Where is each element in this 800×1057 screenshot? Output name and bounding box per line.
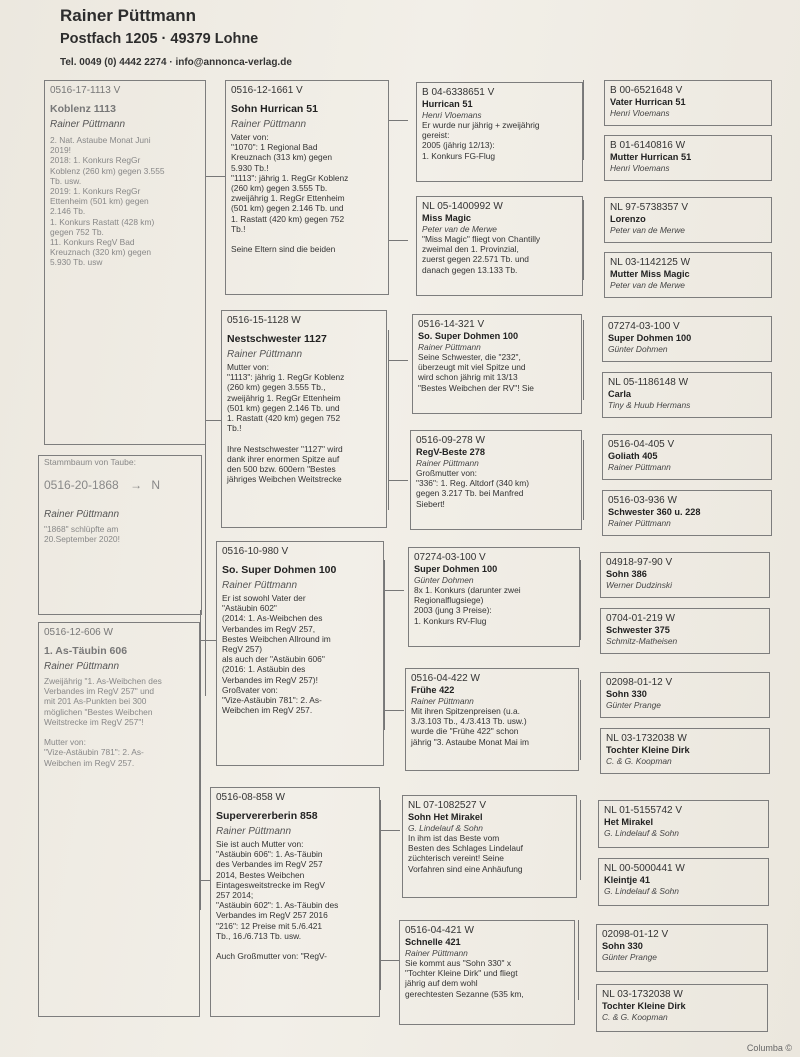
owner-name: G. Lindelauf & Sohn [408,823,483,833]
owner-name: Werner Dudzinski [606,580,672,590]
pigeon-name: Schwester 360 u. 228 [608,507,701,517]
ring-number: 07274-03-100 V [608,321,680,332]
great-grandparent-card[interactable] [410,430,582,530]
pigeon-name: Vater Hurrican 51 [610,97,686,107]
ring-number: B 01-6140816 W [610,140,686,151]
ring-number: 0516-15-1128 W [227,315,301,326]
owner-name: Peter van de Merwe [610,280,685,290]
ring-number: 0516-04-422 W [411,673,480,684]
owner-name: Rainer Püttmann [44,661,120,672]
pigeon-name: Goliath 405 [608,451,658,461]
great-grandparent-card[interactable] [416,196,583,296]
pigeon-name: Tochter Kleine Dirk [606,745,690,755]
subject-ring-row [44,477,196,493]
ring-number: 0516-08-858 W [216,792,285,803]
ring-number: 0516-09-278 W [416,435,485,446]
ancestor-card[interactable] [602,316,772,362]
pigeon-name: Carla [608,389,631,399]
connector-line [388,120,408,121]
pigeon-name: Frühe 422 [411,685,455,695]
grandsire-maternal-card[interactable] [216,541,384,766]
pigeon-name: Super Dohmen 100 [414,564,498,574]
ring-number: B 00-6521648 V [610,85,683,96]
owner-name: Henri Vloemans [610,163,670,173]
pigeon-name: So. Super Dohmen 100 [418,331,519,341]
connector-line [583,200,584,280]
granddam-maternal-card[interactable] [210,787,380,1017]
connector-line [580,680,581,760]
ring-number: NL 00-5000441 W [604,863,685,874]
ring-number: NL 03-1732038 W [606,733,687,744]
owner-name: C. & G. Koopman [602,1012,668,1022]
great-grandparent-card[interactable] [399,920,575,1025]
owner-name: C. & G. Koopman [606,756,672,766]
pigeon-description: Vater von: "1070": 1 Regional Bad Kreuznach (313 km) gegen 5.930 Tb.! "1113": jährig 1. RegGr Koblenz (260 km) gegen 3.555 Tb. zweijährig 1. RegGr Ettenheim (501 km) gegen 2.146 Tb. und 1. Rastatt (420 km) gegen 752 Tb.! Seine Eltern sind die beiden [231,132,349,255]
pigeon-name: Sohn Hurrican 51 [231,103,318,115]
dam-card[interactable] [38,622,200,1017]
connector-line [205,420,221,421]
owner-name: Rainer Püttmann [227,349,303,360]
ring-number: NL 07-1082527 V [408,800,487,811]
ancestor-card[interactable] [604,252,772,298]
ring-number: NL 97-5738357 V [610,202,689,213]
owner-name: Peter van de Merwe [610,225,685,235]
ring-number: NL 03-1142125 W [610,257,691,268]
connector-line [384,560,385,730]
pigeon-name: So. Super Dohmen 100 [222,564,337,576]
ring-number: 02098-01-12 V [602,929,669,940]
owner-name: Günter Prange [602,952,657,962]
owner-name: Günter Dohmen [608,344,668,354]
pigeon-name: Sohn Het Mirakel [408,812,483,822]
ring-number: 0516-20-1868 [44,478,119,493]
pigeon-name: Miss Magic [422,213,472,223]
connector-line [380,960,400,961]
pigeon-name: Schwester 375 [606,625,670,635]
pigeon-description: In ihm ist das Beste vom Besten des Schlages Lindelauf züchterisch vereint! Seine Vorfahren sind eine Anhäufung [408,833,524,874]
connector-line [380,830,400,831]
sex-mark: N [151,478,161,493]
owner-name: G. Lindelauf & Sohn [604,886,679,896]
owner-name: Henri Vloemans [422,110,482,120]
owner-name: Tiny & Huub Hermans [608,400,691,410]
connector-line [388,360,408,361]
breeder-address: Postfach 1205 · 49379 Lohne [60,31,259,47]
pigeon-name: 1. As-Täubin 606 [44,645,128,657]
connector-line [200,880,210,881]
grandsire-paternal-card[interactable] [225,80,389,295]
great-grandparent-card[interactable] [412,314,582,414]
pigeon-name: Sohn 386 [606,569,647,579]
connector-line [580,800,581,880]
great-grandparent-card[interactable] [416,82,583,182]
owner-name: Rainer Püttmann [44,509,120,521]
ancestor-card[interactable] [596,984,768,1032]
owner-name: Schmitz-Matheisen [606,636,678,646]
pigeon-description: Zweijährig "1. As-Weibchen des Verbandes im RegV 257" und mit 201 As-Punkten bei 300 möglichen "Bestes Weibchen Weitstrecke im RegV 257"! Mutter von: "Vize-Astäubin 781": 2. As- Weibchen im RegV 257. [44,676,162,768]
owner-name: Günter Dohmen [414,575,474,585]
pigeon-name: Kleintje 41 [604,875,650,885]
ring-number: 02098-01-12 V [606,677,673,688]
connector-line [578,920,579,1000]
owner-name: Rainer Püttmann [50,119,126,130]
ancestor-card[interactable] [600,672,770,718]
owner-name: Peter van de Merwe [422,224,497,234]
great-grandparent-card[interactable] [405,668,579,771]
pigeon-name: Supervererberin 858 [216,810,318,822]
pigeon-name: Super Dohmen 100 [608,333,692,343]
owner-name: Rainer Püttmann [231,119,307,130]
connector-line [200,610,201,910]
connector-line [200,640,216,641]
ring-number: NL 01-5155742 V [604,805,683,816]
pigeon-name: Sohn 330 [606,689,647,699]
ring-number: 0516-14-321 V [418,319,485,330]
ring-number: 0516-10-980 V [222,546,289,557]
subject-label: Stammbaum von Taube: [44,457,136,467]
pigeon-name: Mutter Hurrican 51 [610,152,692,162]
ancestor-card[interactable] [598,800,769,848]
ring-number: 0516-12-606 W [44,627,113,638]
connector-line [580,560,581,640]
ancestor-card[interactable] [602,372,772,418]
ring-number: NL 05-1400992 W [422,201,503,212]
ancestor-card[interactable] [604,135,772,181]
pigeon-name: Mutter Miss Magic [610,269,690,279]
owner-name: Rainer Püttmann [222,580,298,591]
pigeon-name: Hurrican 51 [422,99,473,109]
breeder-name: Rainer Püttmann [60,6,197,25]
pigeon-name: RegV-Beste 278 [416,447,485,457]
pigeon-description: Mutter von: "1113": jährig 1. RegGr Koblenz (260 km) gegen 3.555 Tb., zweijährig 1. RegGr Ettenheim (501 km) gegen 2.146 Tb. und 1. Rastatt (420 km) gegen 752 Tb.! Ihre Nestschwester "1127" wird dank ihrer enormen Spitze auf den 500 bzw. 600ern "Bestes jähriges Weibchen Weitstrecke [227,362,345,485]
pigeon-name: Sohn 330 [602,941,643,951]
ancestor-card[interactable] [600,728,770,774]
pigeon-description: 2. Nat. Astaube Monat Juni 2019! 2018: 1. Konkurs RegGr Koblenz (260 km) gegen 3.555 Tb. usw. 2019: 1. Konkurs RegGr Ettenheim (501 km) gegen 2.146 Tb. 1. Konkurs Rastatt (428 km) gegen 752 Tb. 11. Konkurs RegV Bad Kreuznach (320 km) gegen 5.930 Tb. usw [50,135,165,268]
ring-number: 0516-17-1113 V [50,85,121,96]
pigeon-description: Großmutter von: "336": 1. Reg. Altdorf (340 km) gegen 3.217 Tb. bei Manfred Siebert! [416,468,530,509]
pigeon-description: 8x 1. Konkurs (darunter zwei Regionalflugsiege) 2003 (jung 3 Preise): 1. Konkurs RV-Flug [414,585,521,626]
subject-description: "1868" schlüpfte am 20.September 2020! [44,524,120,545]
great-grandparent-card[interactable] [402,795,577,898]
ring-number: 0704-01-219 W [606,613,675,624]
owner-name: Günter Prange [606,700,661,710]
ring-number: 0516-04-405 V [608,439,675,450]
pigeon-name: Nestschwester 1127 [227,333,327,345]
ancestor-card[interactable] [600,552,770,598]
ring-number: NL 03-1732038 W [602,989,683,1000]
pigeon-name: Tochter Kleine Dirk [602,1001,686,1011]
ring-number: 0516-03-936 W [608,495,677,506]
ring-number: B 04-6338651 V [422,87,495,98]
connector-line [388,330,389,510]
owner-name: Rainer Püttmann [411,696,474,706]
owner-name: Henri Vloemans [610,108,670,118]
sire-card[interactable] [44,80,206,445]
ring-number: 0516-12-1661 V [231,85,303,96]
pigeon-description: Er wurde nur jährig + zweijährig gereist: 2005 (jährig 12/13): 1. Konkurs FG-Flug [422,120,540,161]
arrow-icon: → [130,478,143,493]
pigeon-description: Mit ihren Spitzenpreisen (u.a. 3./3.103 Tb., 4./3.413 Tb. usw.) wurde die "Frühe 422" schon jährig "3. Astaube Monat Mai im [411,706,529,747]
connector-line [388,240,408,241]
great-grandparent-card[interactable] [408,547,580,647]
pigeon-description: Sie kommt aus "Sohn 330" x "Tochter Kleine Dirk" und fliegt jährig auf dem wohl gerechtesten Sezanne (535 km, [405,958,524,999]
ancestor-card[interactable] [604,80,772,126]
pigeon-description: Er ist sowohl Vater der "Astäubin 602" (2014: 1. As-Weibchen des Verbandes im RegV 257, Bestes Weibchen Allround im RegV 257) als auch der "Astäubin 606" (2016: 1. Astäubin des Verbandes im RegV 257)! Großvater von: "Vize-Astäubin 781": 2. As- Weibchen im RegV 257. [222,593,331,716]
connector-line [384,710,404,711]
ancestor-card[interactable] [598,858,769,906]
pigeon-name: Schnelle 421 [405,937,461,947]
ring-number: NL 05-1186148 W [608,377,689,388]
ring-number: 04918-97-90 V [606,557,673,568]
owner-name: Rainer Püttmann [418,342,481,352]
pigeon-name: Koblenz 1113 [50,103,116,115]
owner-name: Rainer Püttmann [608,518,671,528]
ancestor-card[interactable] [596,924,768,972]
granddam-paternal-card[interactable] [221,310,387,528]
pigeon-description: Sie ist auch Mutter von: "Astäubin 606": 1. As-Täubin des Verbandes im RegV 257 2014, Bestes Weibchen Eintagesweitstrecke im RegV 257 2014; "Astäubin 602": 1. As-Täubin des Verbandes im RegV 257 2016 "216": 12 Preise mit 5./6.421 Tb., 16./6.713 Tb. usw. Auch Großmutter von: "RegV- [216,839,339,962]
connector-line [205,176,225,177]
pigeon-description: Seine Schwester, die "232", überzeugt mit viel Spitze und wird schon jährig mit 13/13 "Bestes Weibchen der RV"! Sie [418,352,534,393]
breeder-contact: Tel. 0049 (0) 4442 2274 · info@annonca-verlag.de [60,57,292,68]
owner-name: Rainer Püttmann [405,948,468,958]
footer-brand: Columba © [746,1043,792,1053]
connector-line [583,440,584,520]
ancestor-card[interactable] [602,490,772,536]
ring-number: 0516-04-421 W [405,925,474,936]
pigeon-name: Het Mirakel [604,817,654,827]
connector-line [380,800,381,990]
owner-name: Rainer Püttmann [608,462,671,472]
pigeon-description: "Miss Magic" fliegt von Chantilly zweimal den 1. Provinzial, zuerst gegen 22.571 Tb. und danach gegen 13.133 Tb. [422,234,541,275]
owner-name: Rainer Püttmann [216,826,292,837]
connector-line [583,80,584,160]
ring-number: 07274-03-100 V [414,552,486,563]
ancestor-card[interactable] [602,434,772,480]
pigeon-name: Lorenzo [610,214,646,224]
owner-name: Rainer Püttmann [416,458,479,468]
owner-name: G. Lindelauf & Sohn [604,828,679,838]
ancestor-card[interactable] [604,197,772,243]
connector-line [388,480,408,481]
subject-card[interactable] [38,455,202,615]
connector-line [583,320,584,400]
ancestor-card[interactable] [600,608,770,654]
connector-line [384,590,404,591]
